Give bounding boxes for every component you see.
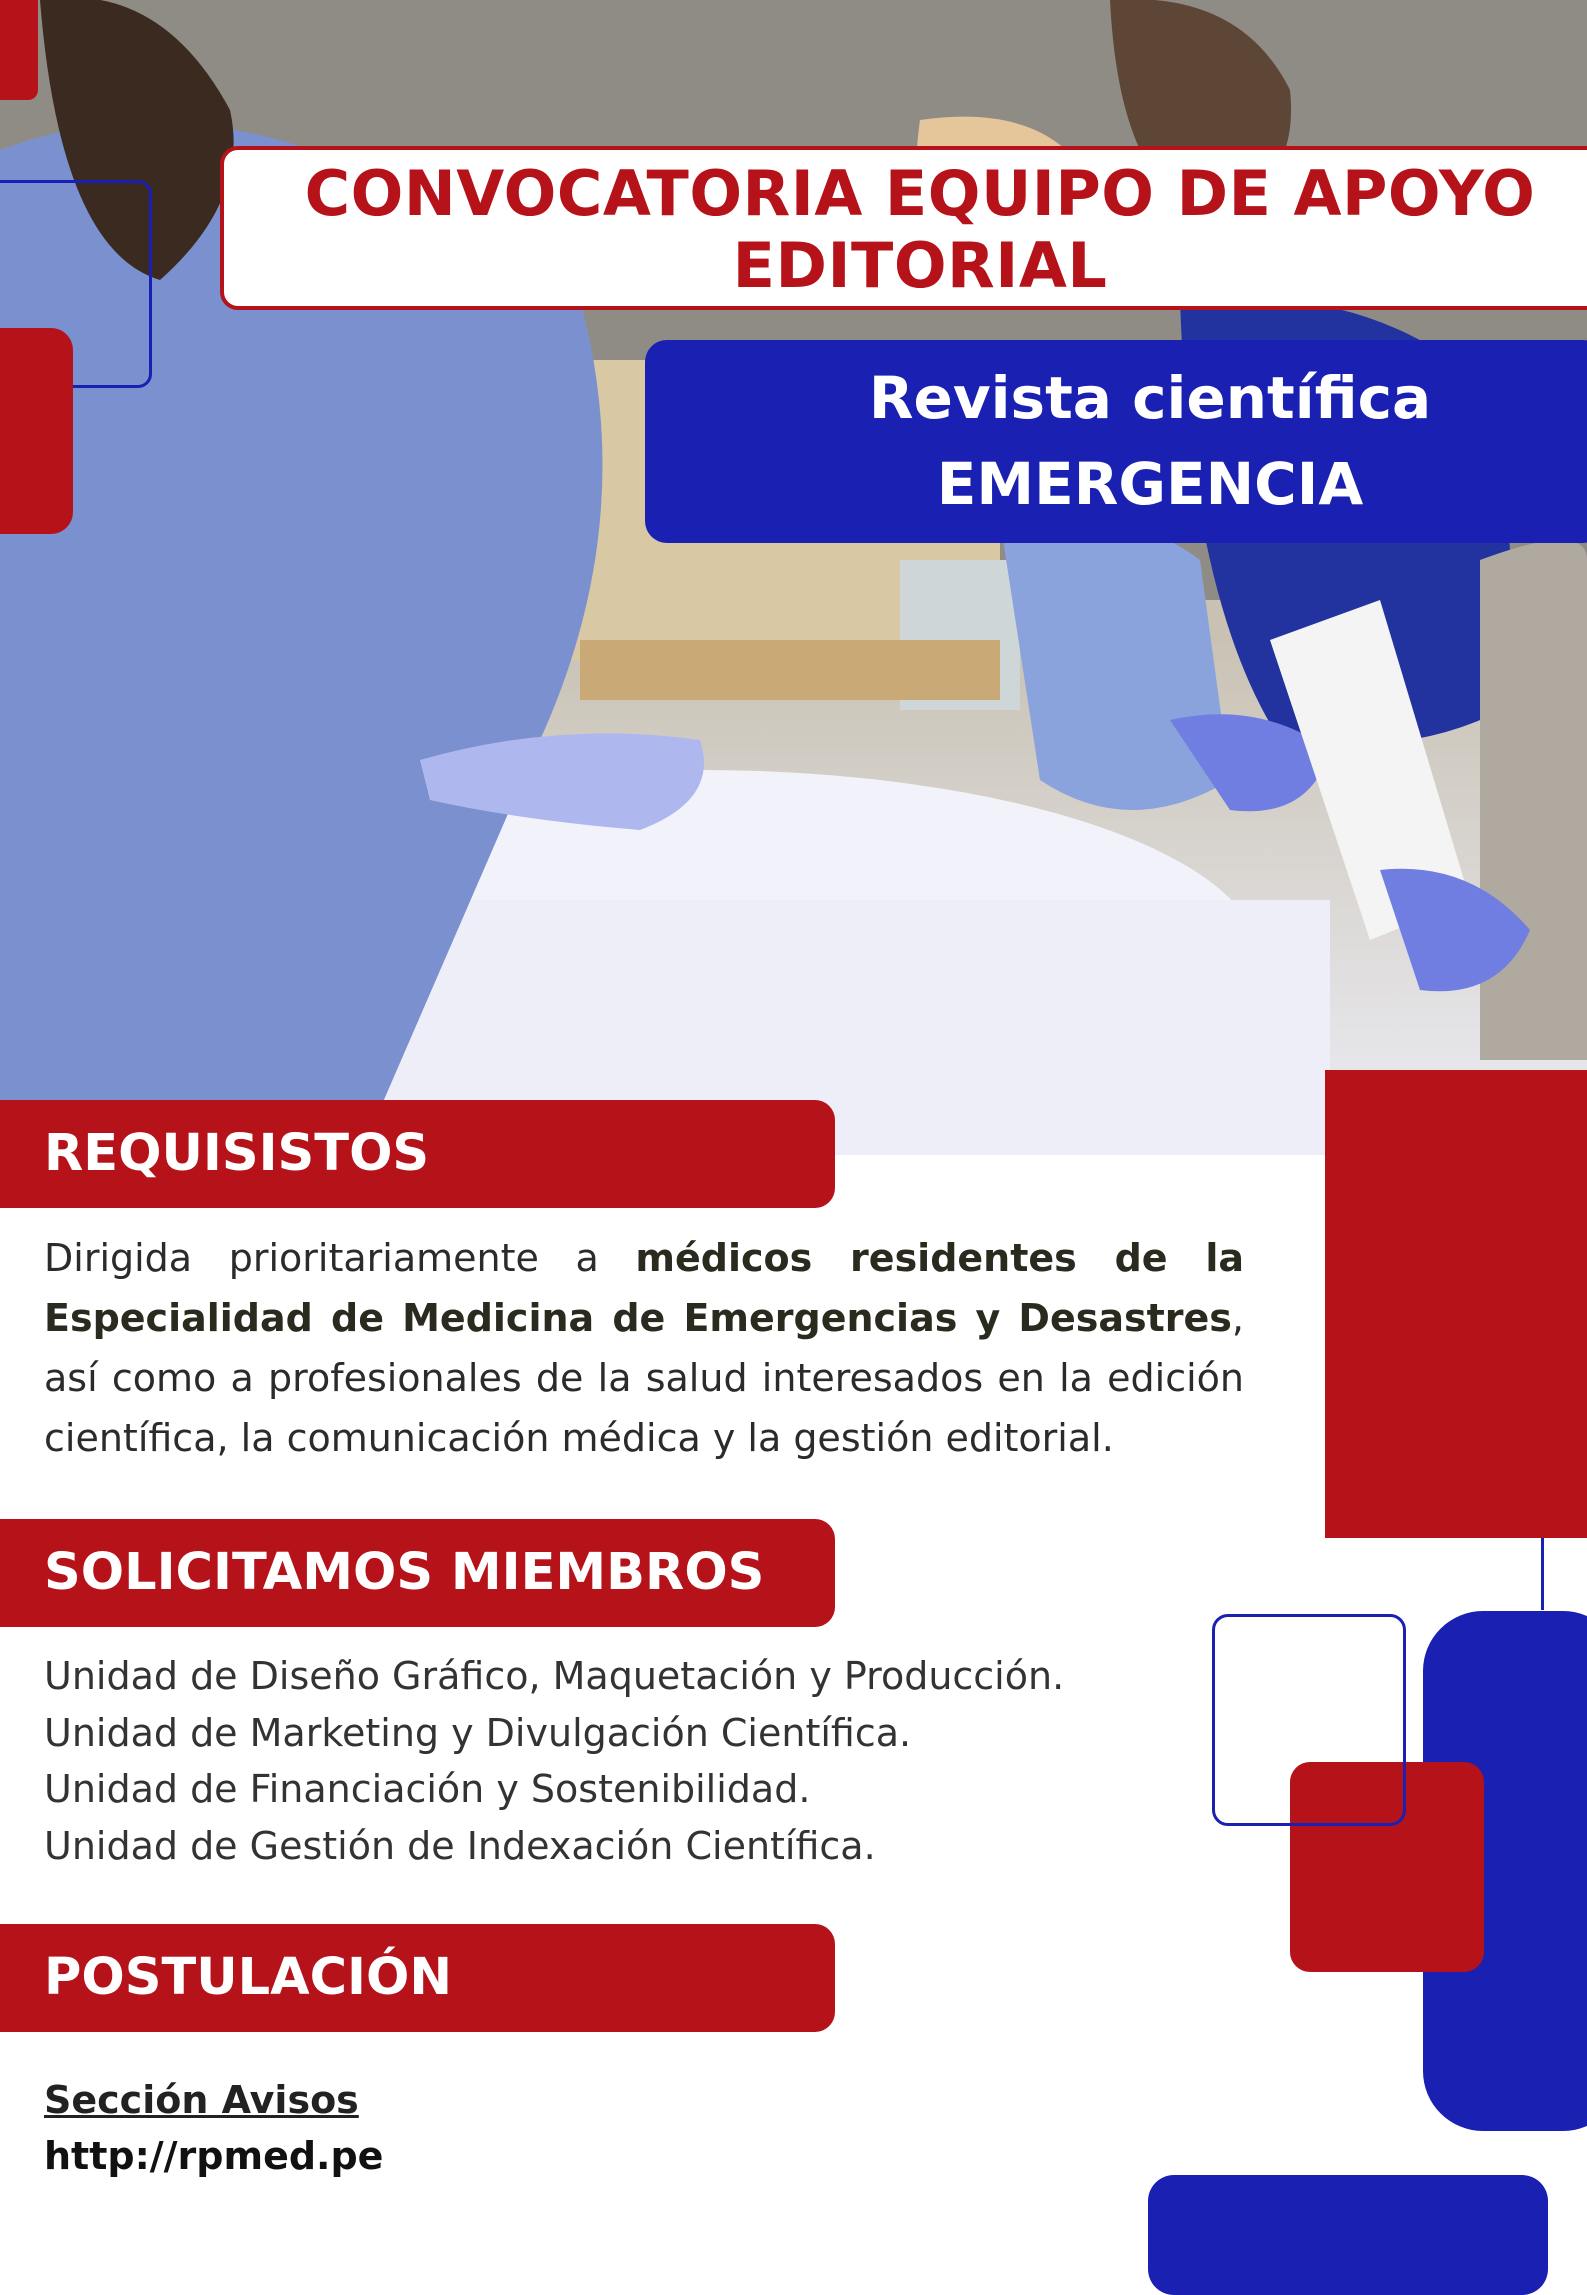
subtitle (720, 355, 1580, 527)
application-heading: POSTULACIÓN (44, 1948, 453, 2007)
deco-red-square-left (0, 328, 73, 534)
list-item: Unidad de Financiación y Sostenibilidad. (44, 1767, 811, 1811)
deco-blue-bottom-rect (1148, 2175, 1548, 2295)
members-list (44, 1648, 1064, 1874)
application-header (0, 1924, 835, 2032)
requirements-text (44, 1228, 1244, 1468)
deco-red-rect-right (1325, 1070, 1587, 1538)
website-url[interactable]: http://rpmed.pe (44, 2134, 384, 2178)
members-header (0, 1519, 835, 1627)
requirements-text-part1: Dirigida prioritariamente a (44, 1236, 636, 1280)
list-item: Unidad de Diseño Gráfico, Maquetación y Producción. (44, 1654, 1065, 1698)
deco-red-square-top (0, 0, 38, 100)
requirements-text-bold: médicos residentes de la Especialidad de Medicina de Emergencias y Desastres (44, 1236, 1244, 1340)
requirements-text-part2: , así como a profesionales de la salud interesados en la edición científica, la comunicación médica y la gestión editorial. (44, 1296, 1244, 1460)
page-title (250, 158, 1587, 302)
members-heading: SOLICITAMOS MIEMBROS (44, 1543, 765, 1602)
subtitle-line-1: Revista científica (868, 364, 1432, 432)
title-line-1: CONVOCATORIA EQUIPO DE APOYO (304, 157, 1536, 230)
deco-blue-outline-square-right (1212, 1614, 1406, 1826)
requirements-header (0, 1100, 835, 1208)
deco-blue-line (1541, 1538, 1544, 1610)
list-item: Unidad de Gestión de Indexación Científica. (44, 1823, 876, 1868)
section-avisos-link[interactable]: Sección Avisos (44, 2078, 359, 2122)
subtitle-line-2: EMERGENCIA (936, 450, 1364, 518)
list-item: Unidad de Marketing y Divulgación Científica. (44, 1710, 912, 1755)
requirements-heading: REQUISISTOS (44, 1124, 430, 1183)
title-line-2: EDITORIAL (732, 229, 1108, 302)
